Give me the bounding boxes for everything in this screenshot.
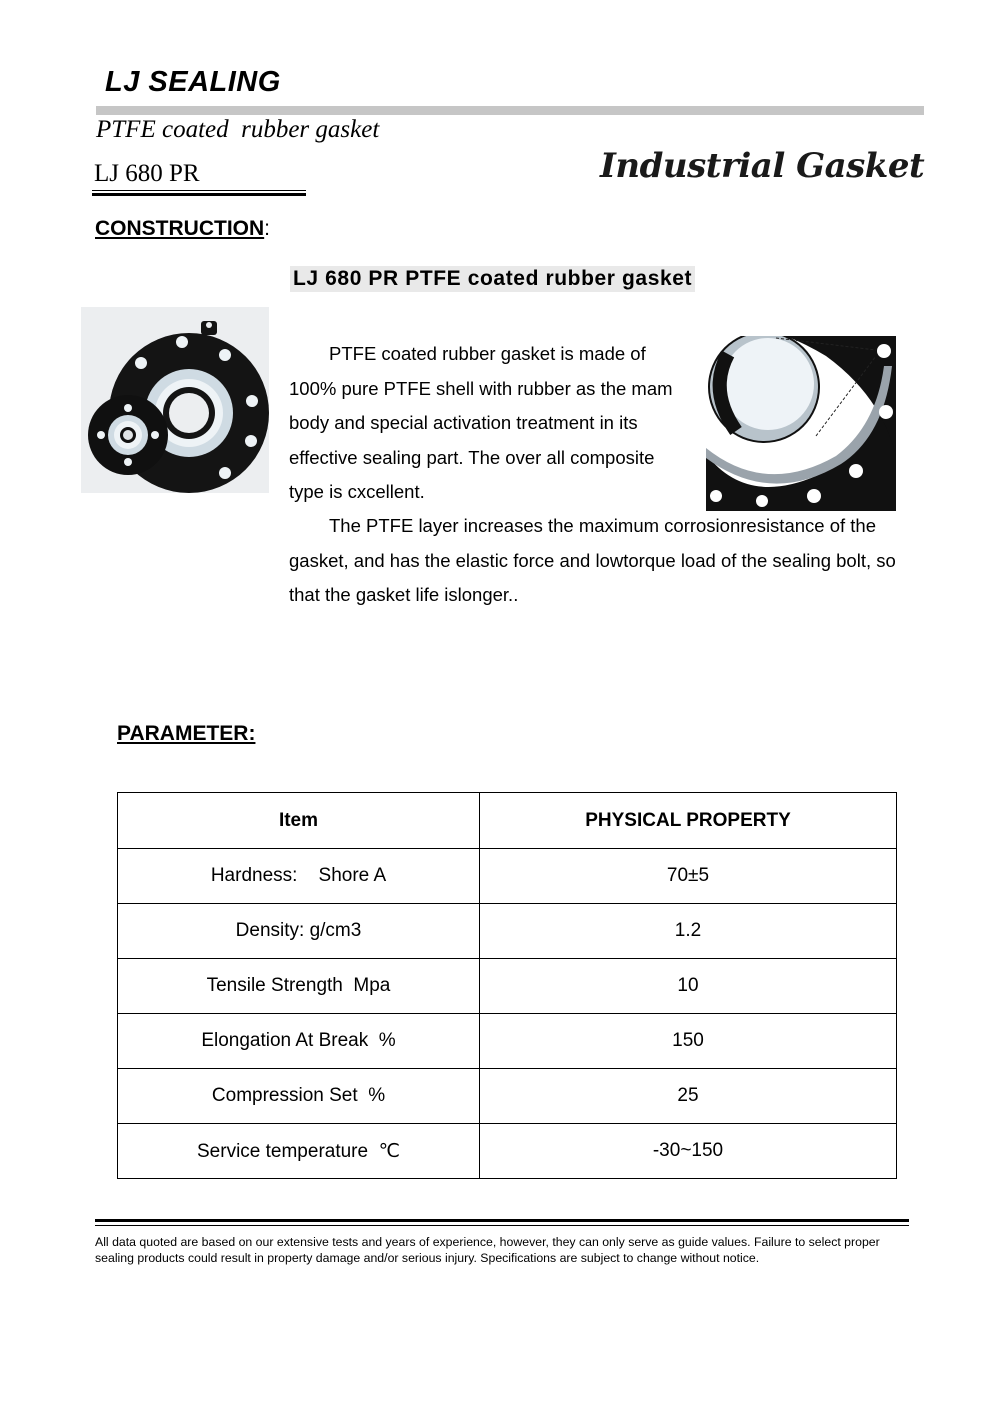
disclaimer-text: All data quoted are based on our extensive tests and years of experience, however, they can only serve as guide values. Failure to select proper sealing products could result in property damage and/or serious injury. Specifications are subject to change without notice. <box>95 1235 880 1265</box>
table-cell-item: Hardness: Shore A <box>118 849 480 904</box>
table-cell-value: 70±5 <box>480 849 897 904</box>
table-header-property: PHYSICAL PROPERTY <box>480 793 897 849</box>
table-cell-value: 10 <box>480 959 897 1014</box>
construction-text-1: PTFE coated rubber gasket is made of 100% pure PTFE shell with rubber as the mam body and special activation treatment in its effective sealing part. The over all composite type is cxcellent. <box>289 343 673 503</box>
table-row <box>118 849 897 904</box>
construction-paragraph-1 <box>289 337 694 510</box>
construction-heading-text: CONSTRUCTION <box>95 217 265 240</box>
gasket-detail-photo <box>706 336 896 511</box>
table-cell-item: Tensile Strength Mpa <box>118 959 480 1014</box>
model-number: LJ 680 PR <box>94 160 200 187</box>
parameter-table <box>117 792 897 1179</box>
model-underline <box>92 190 306 191</box>
construction-paragraph-2 <box>289 509 914 613</box>
table-row <box>118 959 897 1014</box>
parameter-heading: PARAMETER: <box>117 722 256 745</box>
footer-divider <box>95 1219 909 1222</box>
table-cell-item: Compression Set % <box>118 1069 480 1124</box>
table-cell-value: 150 <box>480 1014 897 1069</box>
table-cell-value: 1.2 <box>480 904 897 959</box>
table-row <box>118 1014 897 1069</box>
model-underline-thick <box>92 193 306 196</box>
table-cell-value: 25 <box>480 1069 897 1124</box>
construction-text-2: The PTFE layer increases the maximum corrosionresistance of the gasket, and has the elastic force and lowtorque load of the sealing bolt, so that the gasket life islonger.. <box>289 515 896 606</box>
industrial-gasket-logo: Industrial Gasket <box>600 146 925 186</box>
table-cell-item: Density: g/cm3 <box>118 904 480 959</box>
table-row <box>118 1124 897 1179</box>
footer-divider-thin <box>95 1225 909 1226</box>
gasket-photo <box>81 307 269 493</box>
table-cell-item: Service temperature ℃ <box>118 1124 480 1179</box>
table-header-row <box>118 793 897 849</box>
table-cell-item: Elongation At Break % <box>118 1014 480 1069</box>
brand-title: LJ SEALING <box>105 66 281 98</box>
table-row <box>118 904 897 959</box>
table-header-item: Item <box>118 793 480 849</box>
construction-heading <box>95 217 270 241</box>
product-name: PTFE coated rubber gasket <box>96 116 380 143</box>
product-title: LJ 680 PR PTFE coated rubber gasket <box>290 266 695 292</box>
table-cell-value: -30~150 <box>480 1124 897 1179</box>
header-divider <box>96 106 924 115</box>
construction-heading-colon: : <box>264 217 271 240</box>
table-row <box>118 1069 897 1124</box>
